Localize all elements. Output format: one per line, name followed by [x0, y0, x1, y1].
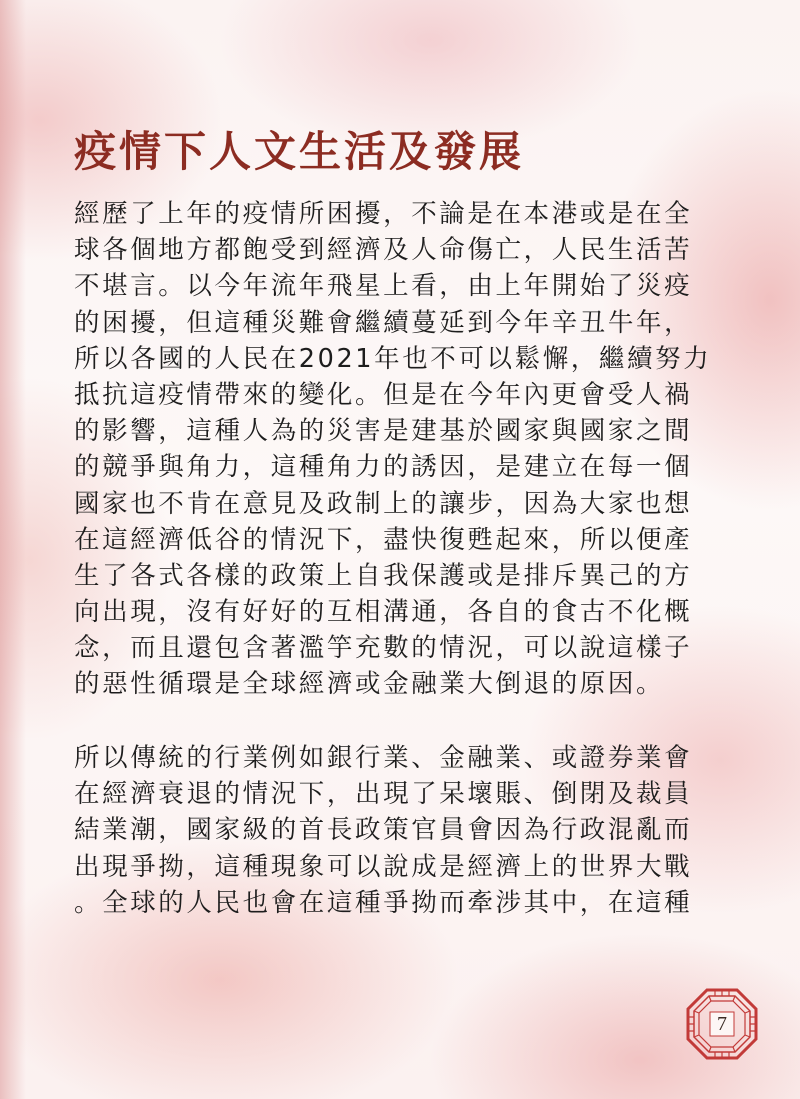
text-line: 出現爭拗，這種現象可以說成是經濟上的世界大戰: [74, 851, 693, 882]
text-line: 球各個地方都飽受到經濟及人命傷亡，人民生活苦: [74, 235, 693, 266]
page-binding-edge: [0, 0, 26, 1099]
text-line: 結業潮，國家級的首長政策官員會因為行政混亂而: [74, 815, 693, 846]
text-line: 經歷了上年的疫情所困擾，不論是在本港或是在全: [74, 199, 693, 229]
text-line: 抵抗這疫情帶來的變化。但是在今年內更會受人禍: [74, 379, 693, 410]
text-line: 在經濟衰退的情況下，出現了呆壞賬、倒閉及裁員: [74, 779, 693, 810]
text-line: 國家也不肯在意見及政制上的讓步，因為大家也想: [74, 488, 693, 519]
text-line: 向出現，沒有好好的互相溝通，各自的食古不化概: [74, 597, 693, 628]
text-line: 的競爭與角力，這種角力的誘因，是建立在每一個: [74, 452, 693, 483]
text-line: 所以傳統的行業例如銀行業、金融業、或證券業會: [74, 743, 693, 773]
text-line: 生了各式各樣的政策上自我保護或是排斥異己的方: [74, 560, 693, 591]
text-line: 所以各國的人民在2021年也不可以鬆懈，繼續努力: [74, 343, 712, 374]
body-paragraph-1: [74, 196, 734, 703]
text-line: 的困擾，但這種災難會繼續蔓延到今年辛丑牛年，: [74, 307, 693, 338]
page-number-badge: [686, 988, 758, 1060]
page-title: 疫情下人文生活及發展: [74, 127, 525, 176]
text-line: 念，而且還包含著濫竽充數的情況，可以說這樣子: [74, 633, 693, 664]
text-line: 。全球的人民也會在這種爭拗而牽涉其中，在這種: [74, 887, 693, 918]
text-line: 的影響，這種人為的災害是建基於國家與國家之間: [74, 416, 693, 447]
page-number: 7: [717, 1013, 727, 1035]
text-line: 的惡性循環是全球經濟或金融業大倒退的原因。: [74, 669, 665, 700]
text-line: 在這經濟低谷的情況下，盡快復甦起來，所以便產: [74, 524, 693, 555]
text-line: 不堪言。以今年流年飛星上看，由上年開始了災疫: [74, 271, 693, 302]
body-paragraph-2: [74, 740, 734, 921]
